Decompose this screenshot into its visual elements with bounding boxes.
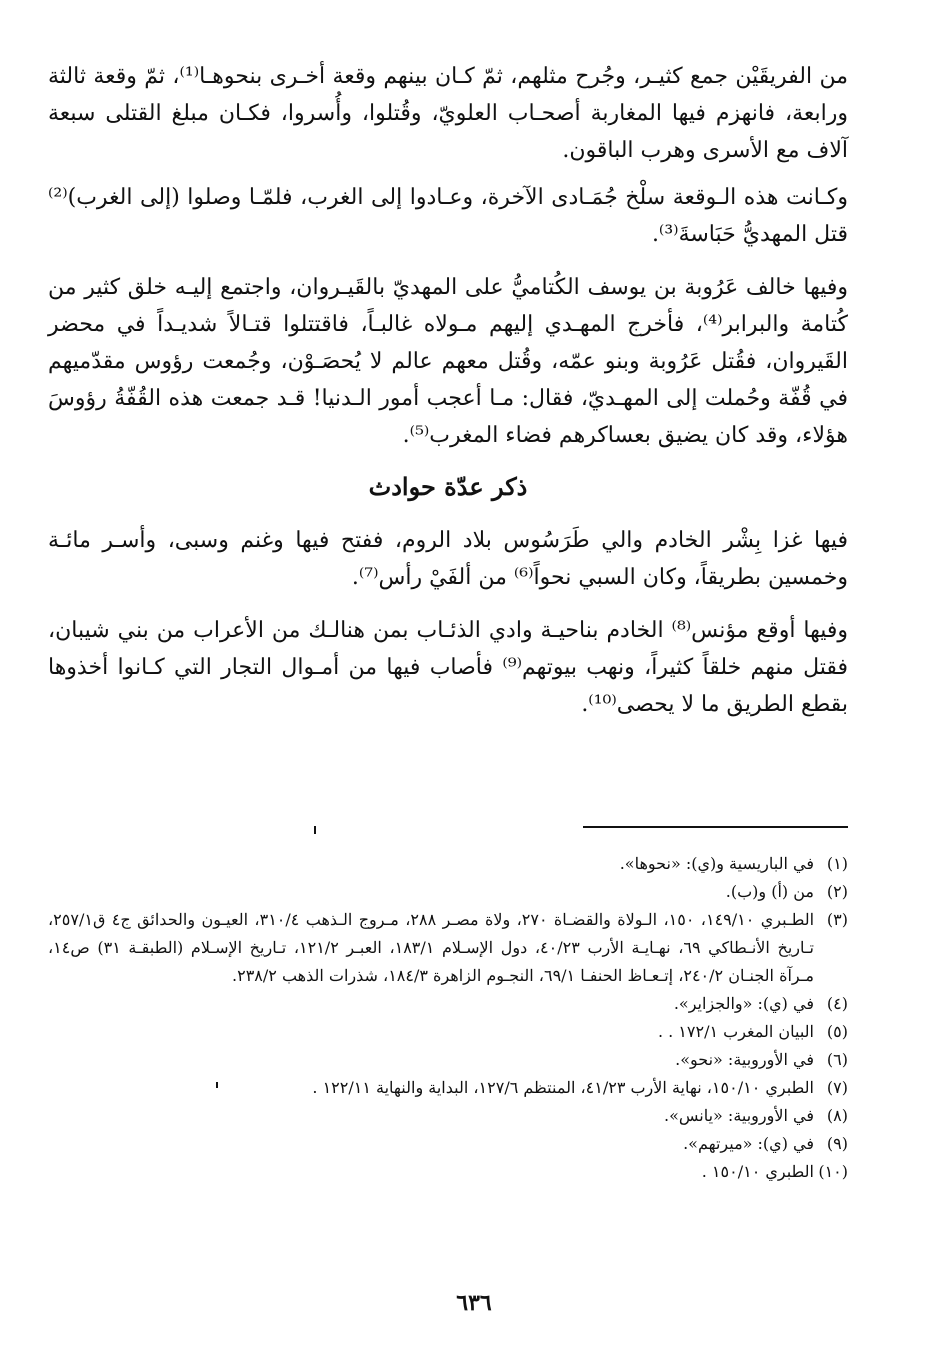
footnote (48, 878, 848, 906)
footnote-text: البيان المغرب ١٧٢/١ . . (657, 1022, 814, 1041)
footnote (48, 906, 848, 990)
footnote-text: في الأوروبية: «نحو». (675, 1050, 814, 1069)
footnote (48, 1102, 848, 1130)
footnote-number: (٨) (826, 1106, 848, 1125)
footnote-text: في الأوروبية: «يانس». (664, 1106, 814, 1125)
footnote-number: (١) (826, 854, 848, 873)
footnotes-list (48, 850, 848, 1186)
section-heading: ذكر عدّة حوادث (368, 472, 528, 501)
paragraph-1: من الفريقَيْن جمع كثيـر، وجُرح مثلهم، ثمّ كـان بينهم وقعة أخـرى بنحوهـا⁽¹⁾، ثمّ وقعة ثالثة ورابعة، فانهزم فيها المغاربة أصحـاب العلويّ، وقُتلوا، وأُسروا، فكـان مبلغ القتلى سبعة آلاف مع الأسرى وهرب الباقون. (48, 64, 848, 163)
footnote-number: (٣) (826, 910, 848, 929)
footnote (48, 1046, 848, 1074)
footnote-number: (٥) (826, 1022, 848, 1041)
footnote (48, 1158, 848, 1186)
page-number: ٦٣٦ (456, 1290, 492, 1316)
footnote (48, 1018, 848, 1046)
footnote-text: الطبري ١٥٠/١٠، نهاية الأرب ٤١/٢٣، المنتظم ١٢٧/٦، البداية والنهاية ١٢٢/١١ . (312, 1078, 814, 1097)
footnote-number: (٢) (826, 882, 848, 901)
paragraph-3: وفيها خالف عَرُوبة بن يوسف الكُتاميُّ على المهديّ بالقَيـروان، واجتمع إليـه خلق كثير من كُتامة والبرابر⁽⁴⁾، فأخرج المهـدي إليهم مـولاه غالبـاً، فاقتتلوا قتـالاً شديـداً في محضر القَيروان، فقُتل عَرُوبة وبنو عمّه، وقُتل معهم عالم لا يُحصَـوْن، وجُمعت رؤوس مقدّميهم في قُفّة وحُملت إلى المهـديّ، فقال: مـا أعجب أمور الـدنيا! قـد جمعت هذه القُفّةُ رؤوسَ هؤلاء، وقد كان يضيق بعساكرهم فضاء المغرب⁽⁵⁾. (48, 275, 848, 448)
footnote-number: (٩) (826, 1134, 848, 1153)
footnote-number: (١٠) (818, 1162, 848, 1181)
footnote-text: في الباريسية و(ي): «نحوها». (619, 854, 814, 873)
footnote-number: (٦) (826, 1050, 848, 1069)
footnote-text: من (أ) و(ب). (725, 882, 814, 901)
footnote-text: الطـبري ١٤٩/١٠، ١٥٠، الـولاة والقضـاة ٢٧٠، ولاة مصـر ٢٨٨، مـروج الـذهب ٣١٠/٤، العيـون والحدائق ج٤ ق٢٥٧/١، تـاريخ الأنـطاكي ٦٩، نهـايـة الأرب ٤٠/٢٣، دول الإسـلام ١٨٣/١، العبـر ١٢١/٢، تـاريخ الإسـلام (الطبقـة ٣١) ص١٤، مـرآة الجنـان ٢٤٠/٢، إتـعـاظ الحنفـا ٦٩/١، النجـوم الزاهرة ١٨٤/٣، شذرات الذهب ٢٣٨/٢. (48, 910, 815, 985)
footnote (48, 990, 848, 1018)
print-mark (314, 826, 316, 834)
footnote (48, 850, 848, 878)
footnote-number: (٧) (826, 1078, 848, 1097)
footnote-text: في (ي): «ميرتهم». (683, 1134, 814, 1153)
page-body (48, 58, 848, 739)
footnote-text: في (ي): «والجزاير». (673, 994, 814, 1013)
paragraph-2: وكـانت هذه الـوقعة سلْخ جُمَـادى الآخرة، وعـادوا إلى الغرب، فلمّـا وصلوا (إلى الغرب)⁽²⁾ قتل المهديُّ حَبَاسةَ⁽³⁾. (48, 185, 848, 247)
footnote (48, 1074, 848, 1102)
footnote-text: الطبري ١٥٠/١٠ . (701, 1162, 814, 1181)
footnote (48, 1130, 848, 1158)
paragraph-5: وفيها أوقع مؤنس⁽⁸⁾ الخادم بناحيـة وادي الذئـاب بمن هنالـك من الأعراب من بني شيبان، فقتل منهم خلقاً كثيراً، ونهب بيوتهم⁽⁹⁾ فأصاب فيها من أمـوال التجار التي كـانوا أخذوها بقطع الطريق ما لا يحصى⁽¹⁰⁾. (48, 618, 849, 717)
footnote-number: (٤) (826, 994, 848, 1013)
paragraph-4: فيها غزا بِشْر الخادم والي طَرَسُوس بلاد الروم، ففتح فيها وغنم وسبى، وأسـر مائـة وخمسين بطريقاً، وكان السبي نحواً⁽⁶⁾ من ألفَيْ رأس⁽⁷⁾. (48, 528, 848, 590)
footnote-separator (583, 826, 848, 828)
